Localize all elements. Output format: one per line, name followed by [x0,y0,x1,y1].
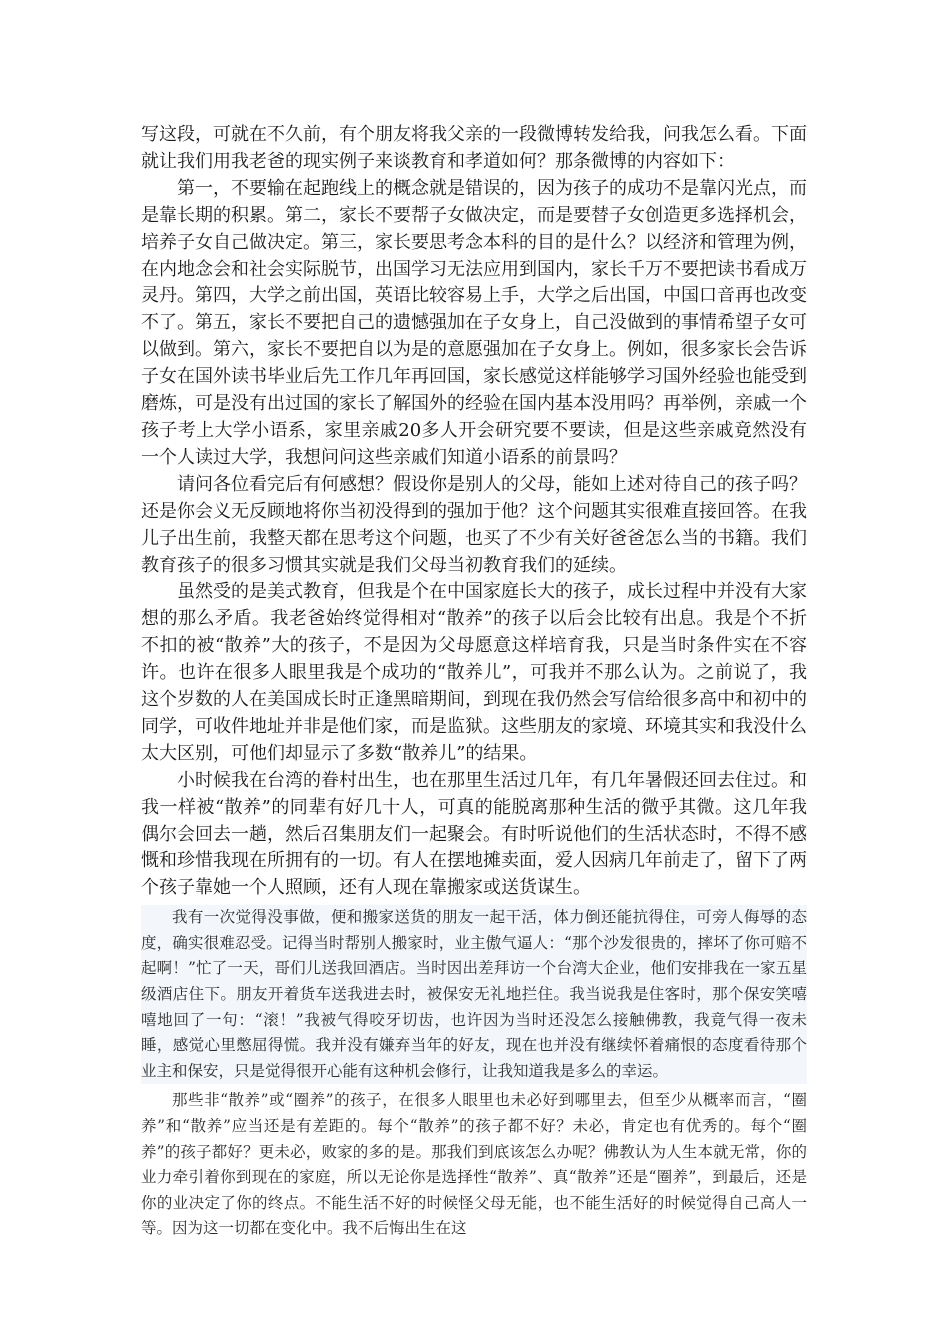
paragraph-intro: 写这段，可就在不久前，有个朋友将我父亲的一段微博转发给我，问我怎么看。下面就让我们用我老爸的现实例子来谈教育和孝道如何？那条微博的内容如下： [141,124,807,172]
paragraph-closing: 那些非“散养”或“圈养”的孩子，在很多人眼里也未必好到哪里去，但至少从概率而言，“圈养”和“散养”应当还是有差距的。每个“散养”的孩子都不好？未必，肯定也有优秀的。每个“圈养”的孩子都好？更未必，败家的多的是。那我们到底该怎么办呢？佛教认为人生本就无常，你的业力牵引着你到现在的家庭，所以无论你是选择性“散养”、真“散养”还是“圈养”，到最后，还是你的业决定了你的终点。不能生活不好的时候怪父母无能，也不能生活好的时候觉得自己高人一等。因为这一切都在变化中。我不后悔出生在这 [141,1091,807,1238]
document-page [141,122,807,1242]
paragraph-question: 请问各位看完后有何感想？假设你是别人的父母，能如上述对待自己的孩子吗？还是你会义无反顾地将你当初没得到的强加于他？这个问题其实很难直接回答。在我儿子出生前，我整天都在思考这个问题，也买了不少有关好爸爸怎么当的书籍。我们教育孩子的很多习惯其实就是我们父母当初教育我们的延续。 [141,473,807,576]
paragraph-childhood: 小时候我在台湾的眷村出生，也在那里生活过几年，有几年暑假还回去住过。和我一样被“散养”的同辈有好几十人，可真的能脱离那种生活的微乎其微。这几年我偶尔会回去一趟，然后召集朋友们一起聚会。有时听说他们的生活状态时，不得不感慨和珍惜我现在所拥有的一切。有人在摆地摊卖面，爱人因病几年前走了，留下了两个孩子靠她一个人照顾，还有人现在靠搬家或送货谋生。 [141,769,807,899]
paragraph-weibo-points: 第一，不要输在起跑线上的概念就是错误的，因为孩子的成功不是靠闪光点，而是靠长期的积累。第二，家长不要帮子女做决定，而是要替子女创造更多选择机会，培养子女自己做决定。第三，家长要思考念本科的目的是什么？以经济和管理为例，在内地念会和社会实际脱节，出国学习无法应用到国内，家长千万不要把读书看成万灵丹。第四，大学之前出国，英语比较容易上手，大学之后出国，中国口音再也改变不了。第五，家长不要把自己的遗憾强加在子女身上，自己没做到的事情希望子女可以做到。第六，家长不要把自以为是的意愿强加在子女身上。例如，很多家长会告诉子女在国外读书毕业后先工作几年再回国，家长感觉这样能够学习国外经验也能受到磨炼，可是没有出过国的家长了解国外的经验在国内基本没用吗？再举例，亲戚一个孩子考上大学小语系，家里亲戚20多人开会研究要不要读，但是这些亲戚竟然没有一个人读过大学，我想问问这些亲戚们知道小语系的前景吗？ [141,177,807,468]
main-text [141,122,807,902]
closing-text [141,1088,807,1242]
highlighted-passage [141,905,807,1084]
paragraph-free-range: 虽然受的是美式教育，但我是个在中国家庭长大的孩子，成长过程中并没有大家想的那么矛盾。我老爸始终觉得相对“散养”的孩子以后会比较有出息。我是个不折不扣的被“散养”大的孩子，不是因为父母愿意这样培育我，只是当时条件实在不容许。也许在很多人眼里我是个成功的“散养儿”，可我并不那么认为。之前说了，我这个岁数的人在美国成长时正逢黑暗期间，到现在我仍然会写信给很多高中和初中的同学，可收件地址并非是他们家，而是监狱。这些朋友的家境、环境其实和我没什么太大区别，可他们却显示了多数“散养儿”的结果。 [141,581,807,764]
quote-paragraph: 我有一次觉得没事做，便和搬家送货的朋友一起干活，体力倒还能抗得住，可旁人侮辱的态度，确实很难忍受。记得当时帮别人搬家时，业主傲气逼人：“那个沙发很贵的，摔坏了你可赔不起啊！”忙了一天，哥们儿送我回酒店。当时因出差拜访一个台湾大企业，他们安排我在一家五星级酒店住下。朋友开着货车送我进去时，被保安无礼地拦住。我当说我是住客时，那个保安笑嘻嘻地回了一句：“滚！”我被气得咬牙切齿，也许因为当时还没怎么接触佛教，我竟气得一夜未睡，感觉心里憋屈得慌。我并没有嫌弃当年的好友，现在也并没有继续怀着痛恨的态度看待那个业主和保安，只是觉得很开心能有这种机会修行，让我知道我是多么的幸运。 [141,908,807,1080]
